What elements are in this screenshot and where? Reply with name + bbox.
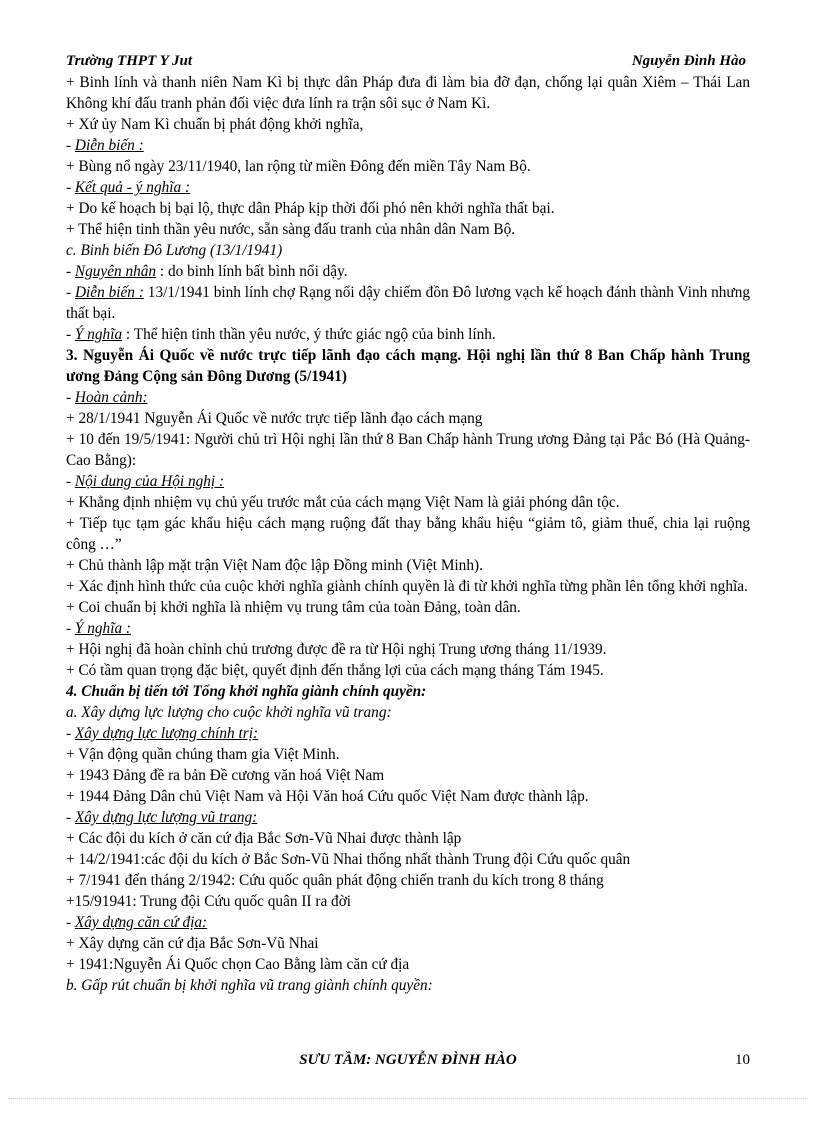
document-body [66, 72, 750, 996]
section-label [66, 471, 750, 492]
paragraph: + Do kế hoạch bị bại lộ, thực dân Pháp kịp thời đối phó nên khởi nghĩa thất bại. [66, 200, 555, 217]
paragraph [66, 282, 750, 324]
label-text: Hoàn cảnh: [74, 389, 148, 406]
paragraph: + Vận động quần chúng tham gia Việt Minh. [66, 746, 340, 763]
dash: - [66, 914, 75, 931]
section-label [66, 807, 750, 828]
label-text: Xây dựng lực lượng vũ trang: [74, 809, 258, 826]
dash: - [66, 263, 75, 280]
paragraph [66, 261, 750, 282]
paragraph: + Chủ thành lập mặt trận Việt Nam độc lập Đồng minh (Việt Minh). [66, 557, 483, 574]
section-label [66, 135, 750, 156]
dash: - [66, 809, 75, 826]
label-text: Kết quả - ý nghĩa : [74, 179, 191, 196]
paragraph: + Các đội du kích ở căn cứ địa Bắc Sơn-Vũ Nhai được thành lập [66, 830, 462, 847]
paragraph: + 10 đến 19/5/1941: Người chủ trì Hội nghị lần thứ 8 Ban Chấp hành Trung ương Đảng tại Pắc Bó (Hà Quảng-Cao Bằng): [66, 431, 750, 469]
paragraph: + 1941:Nguyễn Ái Quốc chọn Cao Bằng làm căn cứ địa [66, 956, 410, 973]
header-author: Nguyễn Đình Hào [631, 53, 746, 69]
section-heading: 4. Chuẩn bị tiến tới Tổng khởi nghĩa giành chính quyền: [66, 683, 427, 700]
paragraph: + Thể hiện tinh thần yêu nước, sẵn sàng đấu tranh của nhân dân Nam Bộ. [66, 221, 516, 238]
section-label [66, 912, 750, 933]
paragraph: + Xác định hình thức của cuộc khởi nghĩa giành chính quyền là đi từ khởi nghĩa từng phần lên tổng khởi nghĩa. [66, 578, 748, 595]
paragraph: + Bùng nổ ngày 23/11/1940, lan rộng từ miền Đông đến miền Tây Nam Bộ. [66, 158, 531, 175]
dash: - [66, 389, 75, 406]
paragraph-text: 13/1/1941 binh lính chợ Rạng nổi dậy chiếm đồn Đô lương vạch kế hoạch đánh thành Vinh nhưng thất bại. [66, 284, 750, 322]
paragraph: + Khẳng định nhiệm vụ chủ yếu trước mắt của cách mạng Việt Nam là giải phóng dân tộc. [66, 494, 620, 511]
label-text: Xây dựng lực lượng chính trị: [74, 725, 259, 742]
section-label [66, 723, 750, 744]
section-label [66, 177, 750, 198]
paragraph: + 7/1941 đến tháng 2/1942: Cứu quốc quân phát động chiến tranh du kích trong 8 tháng [66, 872, 604, 889]
paragraph: + Binh lính và thanh niên Nam Kì bị thực dân Pháp đưa đi làm bia đỡ đạn, chống lại quân Xiêm – Thái Lan Không khí đấu tranh phản đối việc đưa lính ra trận sôi sục ở Nam Kì. [66, 74, 750, 112]
paragraph: + 1943 Đảng đề ra bản Đề cương văn hoá Việt Nam [66, 767, 385, 784]
paragraph: + 28/1/1941 Nguyễn Ái Quốc về nước trực tiếp lãnh đạo cách mạng [66, 410, 483, 427]
dash: - [66, 179, 75, 196]
section-heading: 3. Nguyễn Ái Quốc về nước trực tiếp lãnh đạo cách mạng. Hội nghị lần thứ 8 Ban Chấp hành Trung ương Đảng Cộng sản Đông Dương (5/1941) [66, 347, 750, 385]
paragraph: + Có tầm quan trọng đặc biệt, quyết định đến thắng lợi của cách mạng tháng Tám 1945. [66, 662, 604, 679]
page-header [66, 53, 746, 73]
paragraph: + Xứ ủy Nam Kì chuẩn bị phát động khởi nghĩa, [66, 116, 364, 133]
dash: - [66, 137, 75, 154]
section-label [66, 618, 750, 639]
paragraph-text: : Thể hiện tinh thần yêu nước, ý thức giác ngộ của binh lính. [122, 326, 496, 343]
page-footer [66, 1052, 750, 1074]
paragraph: + Tiếp tục tạm gác khẩu hiệu cách mạng ruộng đất thay bằng khẩu hiệu “giảm tô, giảm thuế, chia lại ruộng công …” [66, 515, 750, 553]
label-text: Ý nghĩa [74, 326, 123, 343]
paragraph: + 14/2/1941:các đội du kích ở Bắc Sơn-Vũ Nhai thống nhất thành Trung đội Cứu quốc quân [66, 851, 631, 868]
header-school: Trường THPT Y Jut [66, 53, 193, 69]
footer-credit: SƯU TẦM: NGUYỄN ĐÌNH HÀO [299, 1052, 517, 1068]
paragraph [66, 324, 750, 345]
label-text: Diễn biến : [74, 284, 144, 301]
paragraph: + 1944 Đảng Dân chủ Việt Nam và Hội Văn hoá Cứu quốc Việt Nam được thành lập. [66, 788, 589, 805]
dash: - [66, 326, 75, 343]
label-text: Diễn biến : [74, 137, 144, 154]
paragraph: + Hội nghị đã hoàn chỉnh chủ trương được đề ra từ Hội nghị Trung ương tháng 11/1939. [66, 641, 607, 658]
label-text: Nguyên nhân [74, 263, 157, 280]
page-border-divider [8, 1098, 808, 1099]
label-text: Nội dung của Hội nghị : [74, 473, 225, 490]
paragraph: +15/91941: Trung đội Cứu quốc quân II ra đời [66, 893, 352, 910]
dash: - [66, 620, 75, 637]
dash: - [66, 284, 75, 301]
subsection-title: c. Binh biến Đô Lương (13/1/1941) [66, 242, 283, 259]
dash: - [66, 473, 75, 490]
section-label [66, 387, 750, 408]
subsection-title: b. Gấp rút chuẩn bị khởi nghĩa vũ trang giành chính quyền: [66, 977, 433, 994]
page-number: 10 [735, 1052, 750, 1068]
dash: - [66, 725, 75, 742]
label-text: Xây dựng căn cứ địa: [74, 914, 208, 931]
subsection-title: a. Xây dựng lực lượng cho cuộc khởi nghĩa vũ trang: [66, 704, 392, 721]
paragraph-text: : do binh lính bất bình nổi dậy. [156, 263, 348, 280]
paragraph: + Xây dựng căn cứ địa Bắc Sơn-Vũ Nhai [66, 935, 319, 952]
paragraph: + Coi chuẩn bị khởi nghĩa là nhiệm vụ trung tâm của toàn Đảng, toàn dân. [66, 599, 521, 616]
label-text: Ý nghĩa : [74, 620, 132, 637]
